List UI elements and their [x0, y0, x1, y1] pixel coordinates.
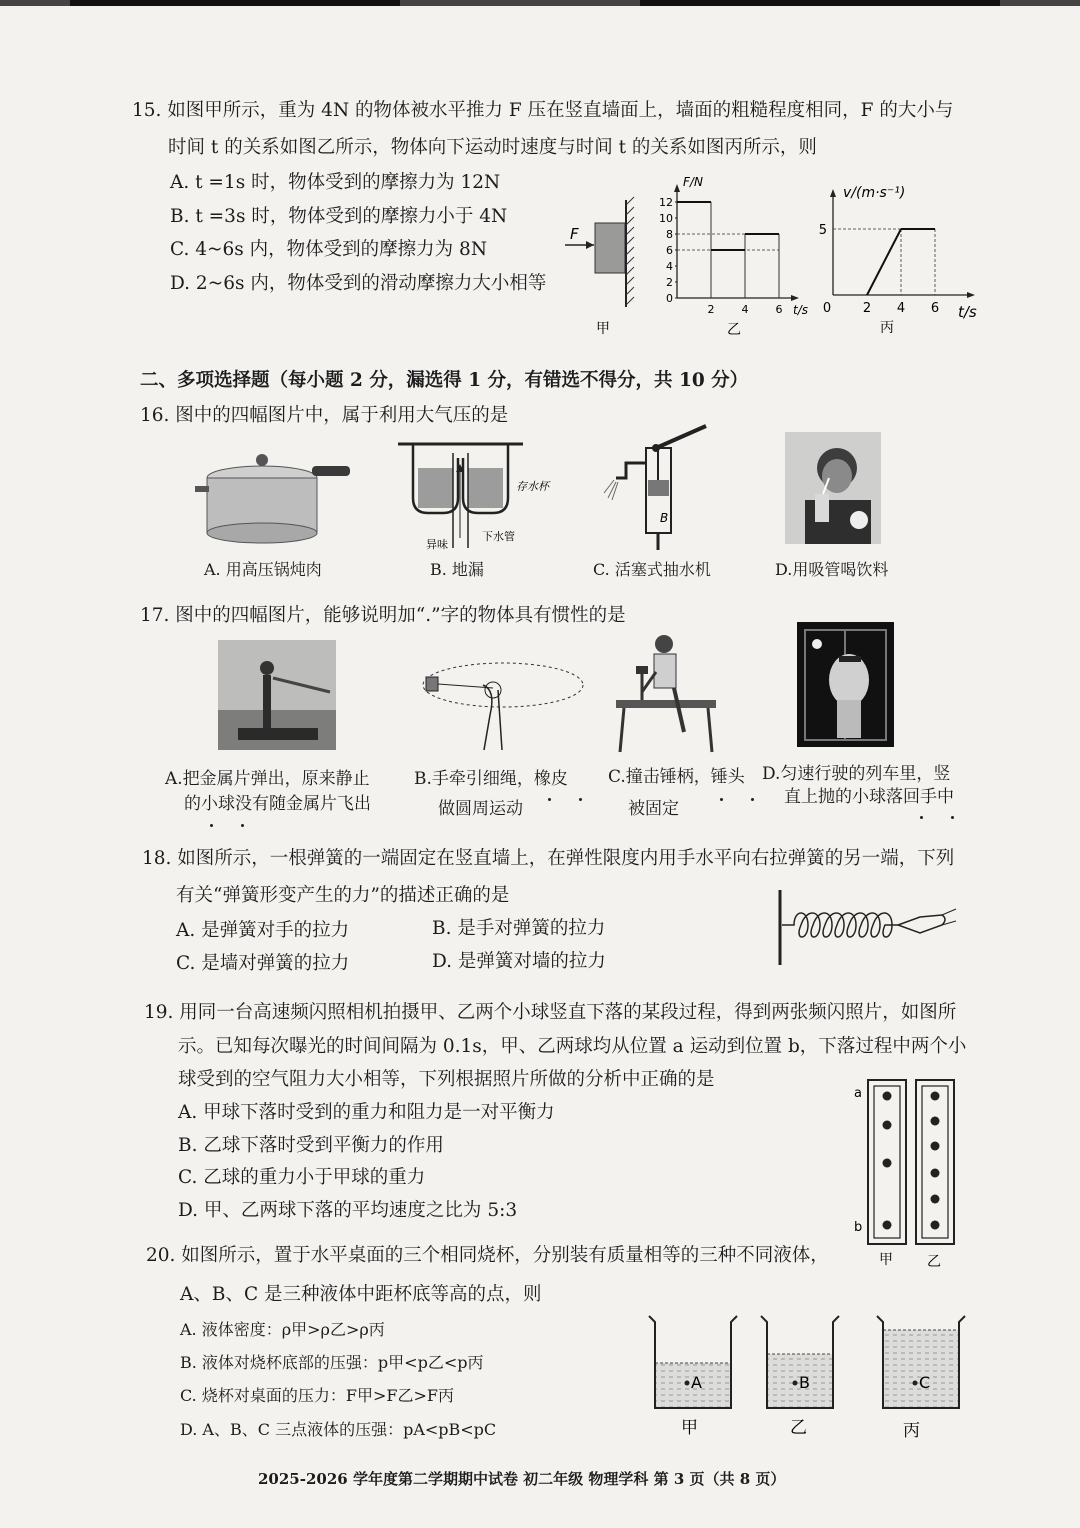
beaker-caption-yi: 乙: [790, 1418, 807, 1438]
label-yi: 乙: [927, 1254, 941, 1270]
force-label: F: [570, 225, 579, 243]
y-arrow: [674, 184, 680, 192]
beaker-yi: [761, 1316, 839, 1438]
beaker-bing: [877, 1316, 965, 1441]
emphasis-dots-c: [706, 786, 768, 805]
x-tick-label: 4: [896, 301, 906, 316]
q19-stem-line2: 示。已知每次曝光的时间间隔为 0.1s，甲、乙两球均从位置 a 运动到位置 b，下落过程中两个小: [178, 1036, 967, 1057]
q19-option-b: B. 乙球下落时受到平衡力的作用: [178, 1135, 444, 1156]
q19-stem-line3: 球受到的空气阻力大小相等，下列根据照片所做的分析中正确的是: [178, 1069, 715, 1090]
chart-yi-plot: [659, 184, 799, 316]
q19-option-d: D. 甲、乙两球下落的平均速度之比为 5:3: [178, 1200, 518, 1221]
y-arrow: [830, 189, 836, 197]
q15-chart-yi: [655, 170, 815, 340]
chart-bing-ylabel: v/(m·s⁻¹): [843, 185, 906, 201]
caption-jia: 甲: [596, 321, 610, 335]
chart-bing-xlabel: t/s: [958, 303, 977, 321]
y-tick-label: 8: [666, 228, 673, 241]
x-tick-label: 6: [930, 301, 940, 316]
q19-stem-line1: 19. 用同一台高速频闪照相机拍摄甲、乙两个小球竖直下落的某段过程，得到两张频闪照片，如图所: [144, 1002, 957, 1023]
inertia-ball-photo: [218, 640, 336, 750]
q17-caption-b-line2: 做圆周运动: [438, 799, 523, 819]
x-tick-label: 2: [862, 301, 872, 316]
q20-stem-line1: 20. 如图所示，置于水平桌面的三个相同烧杯，分别装有质量相等的三种不同液体，: [146, 1245, 829, 1266]
q15-figure-jia: [560, 195, 640, 335]
floor-drain-diagram: [398, 438, 563, 553]
hand: [898, 915, 945, 933]
point-a: A: [691, 1373, 702, 1392]
q15-option-a: A. t =1s 时，物体受到的摩擦力为 12N: [170, 172, 501, 193]
q15-option-d: D. 2~6s 内，物体受到的滑动摩擦力大小相等: [170, 273, 547, 294]
q17-caption-a-line2: 的小球没有随金属片飞出: [184, 794, 371, 814]
section2-heading: 二、多项选择题（每小题 2 分，漏选得 1 分，有错选不得分，共 10 分）: [140, 370, 749, 391]
label-cup: 存水杯: [516, 480, 549, 493]
q16-stem: 16. 图中的四幅图片中，属于利用大气压的是: [140, 405, 509, 426]
x-arrow: [967, 292, 975, 298]
emphasis-dots-b: [534, 786, 596, 805]
q20-option-b: B. 液体对烧杯底部的压强：p甲<p乙<p丙: [180, 1353, 484, 1372]
wall-hatching: [626, 197, 634, 305]
emphasis-dots-d: [906, 804, 968, 823]
q18-option-d: D. 是弹簧对墙的拉力: [432, 951, 606, 972]
q15-option-c: C. 4~6s 内，物体受到的摩擦力为 8N: [170, 239, 488, 260]
q20-stem-line2: A、B、C 是三种液体中距杯底等高的点，则: [180, 1284, 542, 1305]
y-tick-label: 5: [818, 223, 827, 238]
x-tick-label: 4: [741, 303, 749, 316]
q15-stem-line1: 15. 如图甲所示，重为 4N 的物体被水平推力 F 压在竖直墙面上，墙面的粗糙程度相同，F 的大小与: [132, 100, 954, 121]
q17-stem: 17. 图中的四幅图片，能够说明加“.”字的物体具有惯性的是: [140, 605, 626, 626]
y-tick-label: 4: [666, 260, 673, 273]
q20-option-d: D. A、B、C 三点液体的压强：pA<pB<pC: [180, 1420, 497, 1439]
x-tick-label: 6: [775, 303, 783, 316]
point-b: B: [799, 1373, 810, 1392]
q15-option-b: B. t =3s 时，物体受到的摩擦力小于 4N: [170, 206, 508, 227]
x-arrow: [791, 295, 799, 301]
chart-yi-ylabel: F/N: [683, 175, 703, 189]
q18-option-c: C. 是墙对弹簧的拉力: [176, 953, 350, 974]
train-ball-photo: [797, 622, 894, 747]
q17-caption-b-line1: B.手牵引细绳，橡皮: [414, 769, 568, 789]
y-tick-label: 2: [666, 276, 673, 289]
q17-caption-a-line1: A.把金属片弹出，原来静止: [165, 769, 370, 789]
q15-chart-bing: [815, 175, 990, 340]
piston-pump-diagram: [596, 418, 721, 553]
y-tick-label: 10: [659, 212, 673, 225]
hammer-bench-diagram: [612, 632, 720, 754]
label-valve-b: B: [660, 511, 669, 525]
q18-stem-line1: 18. 如图所示，一根弹簧的一端固定在竖直墙上，在弹性限度内用手水平向右拉弹簧的另一端，下列: [142, 848, 955, 869]
label-jia: 甲: [879, 1252, 893, 1268]
chart-yi-xlabel: t/s: [793, 303, 808, 317]
balls-yi: [931, 1092, 940, 1230]
label-pipe: 下水管: [482, 530, 515, 543]
block: [595, 223, 625, 273]
rubber-circle-diagram: [418, 655, 588, 755]
strobe-photos: [848, 1075, 968, 1275]
page-footer: 2025-2026 学年度第二学期期中试卷 初二年级 物理学科 第 3 页（共 8 页）: [258, 1470, 786, 1488]
y-tick-label: 0: [666, 292, 673, 305]
q18-stem-line2: 有关“弹簧形变产生的力”的描述正确的是: [176, 885, 510, 906]
q18-option-b: B. 是手对弹簧的拉力: [432, 918, 606, 939]
beaker-caption-jia: 甲: [681, 1418, 698, 1438]
q16-caption-a: A. 用高压锅炖肉: [204, 560, 322, 579]
q16-caption-b: B. 地漏: [430, 560, 484, 579]
chart-yi-caption: 乙: [727, 322, 741, 338]
force-arrow-head: [586, 241, 594, 249]
y-tick-label: 6: [666, 244, 673, 257]
label-smell: 异味: [426, 538, 448, 551]
q16-caption-d: D.用吸管喝饮料: [775, 560, 889, 579]
q17-caption-d-line1: D.匀速行驶的列车里，竖: [762, 764, 951, 784]
balls-jia: [883, 1092, 892, 1230]
chart-bing-caption: 丙: [880, 320, 894, 336]
series-segment: [867, 229, 901, 295]
beakers-figure: [645, 1308, 975, 1443]
beaker-jia: [649, 1316, 737, 1438]
point-c: C: [919, 1373, 931, 1392]
q17-caption-c-line2: 被固定: [628, 799, 679, 819]
q19-option-c: C. 乙球的重力小于甲球的重力: [178, 1167, 426, 1188]
q20-option-c: C. 烧杯对桌面的压力：F甲>F乙>F丙: [180, 1386, 454, 1405]
chart-bing-plot: [819, 189, 975, 316]
q19-option-a: A. 甲球下落时受到的重力和阻力是一对平衡力: [178, 1102, 555, 1123]
emphasis-dots-a: [196, 812, 258, 831]
q15-stem-line2: 时间 t 的关系如图乙所示，物体向下运动时速度与时间 t 的关系如图丙所示，则: [168, 137, 817, 158]
label-b: b: [854, 1220, 863, 1235]
q16-caption-c: C. 活塞式抽水机: [593, 560, 711, 579]
drinking-straw-photo: [785, 432, 881, 544]
spring-diagram: [770, 885, 960, 970]
q17-caption-d-line2: 直上抛的小球落回手中: [784, 787, 954, 807]
scan-edge-dark-left: [70, 0, 400, 6]
label-a: a: [854, 1086, 862, 1101]
x-tick-label: 0: [822, 301, 832, 316]
spring-coil: [782, 913, 898, 937]
q18-option-a: A. 是弹簧对手的拉力: [176, 920, 350, 941]
beaker-caption-bing: 丙: [903, 1421, 920, 1441]
x-tick-label: 2: [707, 303, 715, 316]
q20-option-a: A. 液体密度：ρ甲>ρ乙>ρ丙: [180, 1320, 385, 1339]
q17-caption-c-line1: C.撞击锤柄，锤头: [608, 767, 745, 787]
pressure-cooker-image: [192, 440, 357, 550]
y-tick-label: 12: [659, 196, 673, 209]
scan-edge-dark-right: [640, 0, 1000, 6]
